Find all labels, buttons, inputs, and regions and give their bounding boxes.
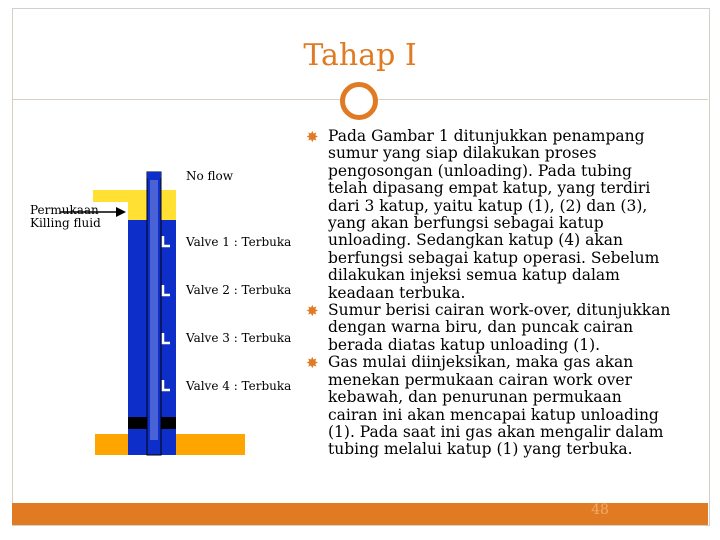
bullet-text: Gas mulai diinjeksikan, maka gas akan menekan permukaan cairan work over kebawah, dan penurunan permukaan cairan ini akan mencapai katup unloading (1). Pada saat ini gas akan mengalir dalam tubing melalui katup (1) yang terbuka.: [328, 353, 664, 459]
pointer-arrowhead: [116, 207, 126, 217]
packer-left: [128, 417, 147, 429]
tubing-top: [147, 172, 161, 178]
valve-1-label: Valve 1 : Terbuka: [186, 235, 292, 249]
divider-ring-ornament: [340, 82, 378, 120]
slide-title: Tahap I: [303, 38, 417, 73]
valve-2-label: Valve 2 : Terbuka: [186, 283, 292, 297]
tubing-inner: [150, 180, 158, 440]
bullet-text: Pada Gambar 1 ditunjukkan penampang sumur yang siap dilakukan proses pengosongan (unloading). Pada tubing telah dipasang empat katup, yang terdiri dari 3 katup, yaitu katup (1), (2) dan (3), yang akan berfungsi sebagai katup unloading. Sedangkan katup (4) akan berfungsi sebagai katup operasi. Sebelum dilakukan injeksi semua katup dalam keadaan terbuka.: [328, 127, 660, 302]
bullet-list: [306, 128, 676, 459]
bullet-icon: ✸: [306, 354, 319, 373]
bullet-icon: ✸: [306, 302, 319, 321]
packer-right: [161, 417, 176, 429]
bullet-text: Sumur berisi cairan work-over, ditunjukkan dengan warna biru, dan puncak cairan berada diatas katup unloading (1).: [328, 301, 671, 354]
valve-3-label: Valve 3 : Terbuka: [186, 331, 292, 345]
killing-fluid-label: [30, 204, 101, 230]
valve-4-label: Valve 4 : Terbuka: [186, 379, 292, 393]
bullet-item: [306, 354, 676, 458]
bullet-item: [306, 128, 676, 302]
no-flow-label: No flow: [186, 169, 234, 183]
injection-line: [93, 190, 128, 202]
page-number: 48: [591, 502, 609, 518]
killing-fluid-label-line2: Killing fluid: [30, 216, 101, 230]
title-divider-right: [378, 99, 708, 100]
bullet-icon: ✸: [306, 128, 319, 146]
bullet-item: [306, 302, 676, 354]
killing-fluid-label-line1: Permukaan: [30, 203, 99, 217]
